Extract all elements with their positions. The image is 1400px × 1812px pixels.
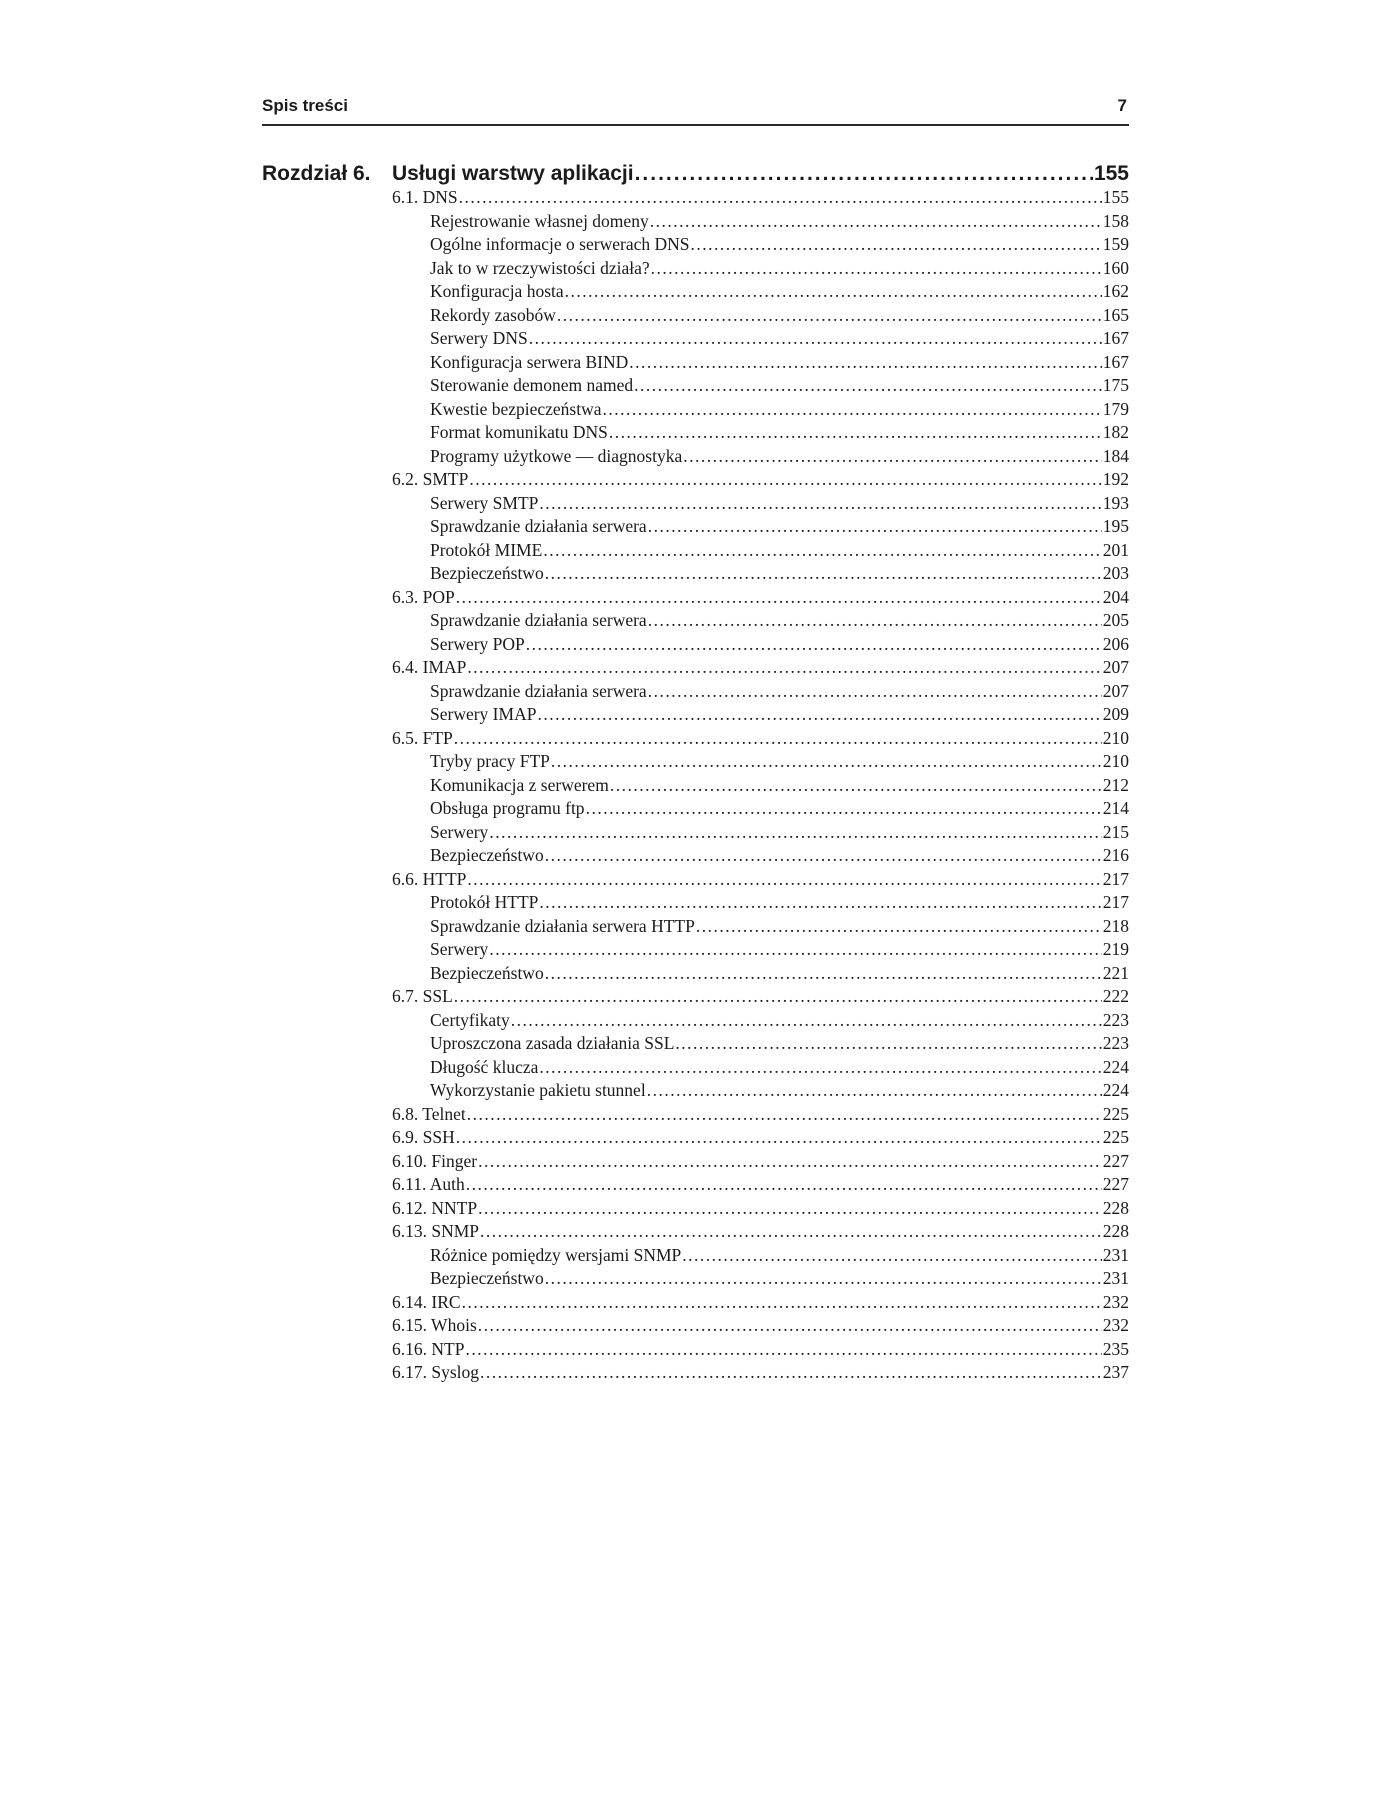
toc-entry-title: Sterowanie demonem named <box>430 375 634 395</box>
dot-leader <box>545 1267 1102 1291</box>
toc-entry-page: 235 <box>1102 1338 1129 1359</box>
toc-entry-page: 210 <box>1102 727 1129 748</box>
toc-subsection-row <box>392 492 1129 516</box>
dot-leader <box>545 562 1102 586</box>
toc-entry-title: Serwery DNS <box>430 328 528 348</box>
toc-subsection-row <box>392 280 1129 304</box>
dot-leader <box>489 821 1101 845</box>
dot-leader <box>456 1126 1102 1150</box>
toc-entry-title: Serwery IMAP <box>430 704 537 724</box>
dot-leader <box>459 186 1102 210</box>
toc-entry-title: 6.15. Whois <box>392 1315 477 1335</box>
toc-section-row <box>392 1220 1129 1244</box>
toc-entry-title: 6.3. POP <box>392 586 455 607</box>
toc-subsection-row <box>392 774 1129 798</box>
toc-subsection-row <box>392 421 1129 445</box>
toc-entry-title: Protokół HTTP <box>430 892 539 912</box>
dot-leader <box>543 539 1101 563</box>
toc-entry-title: Uproszczona zasada działania SSL <box>430 1033 675 1053</box>
toc-entry-page: 167 <box>1102 328 1129 348</box>
toc-entry-title: Rekordy zasobów <box>430 304 556 325</box>
toc-entry-page: 206 <box>1102 633 1129 654</box>
dot-leader <box>650 210 1102 234</box>
toc-entry-title: Serwery <box>430 939 489 959</box>
toc-entry-title: 6.11. Auth <box>392 1174 465 1194</box>
toc-section-row <box>392 1361 1129 1385</box>
toc-entry-title: 6.13. SNMP <box>392 1221 480 1241</box>
running-title: Spis treści <box>262 96 348 115</box>
toc-entry-page: 232 <box>1102 1291 1129 1312</box>
toc-subsection-row <box>392 915 1129 939</box>
toc-entry-page: 217 <box>1102 868 1129 889</box>
toc-subsection-row <box>392 445 1129 469</box>
dot-leader <box>635 162 1093 186</box>
toc-list <box>392 186 1129 1385</box>
toc-entry-title: Serwery <box>430 821 489 842</box>
toc-entry-page: 231 <box>1102 1268 1129 1288</box>
toc-entry-title: Tryby pracy FTP <box>430 751 550 771</box>
toc-entry-title: Komunikacja z serwerem <box>430 774 609 795</box>
page-header <box>262 96 1129 126</box>
toc-section-row <box>392 1173 1129 1197</box>
dot-leader <box>456 586 1102 610</box>
dot-leader <box>537 703 1101 727</box>
toc-entry-page: 219 <box>1102 939 1129 959</box>
toc-entry-page: 195 <box>1102 516 1129 536</box>
dot-leader <box>557 304 1102 328</box>
toc-entry-page: 210 <box>1102 751 1129 771</box>
dot-leader <box>465 1338 1101 1362</box>
toc-entry-title: 6.7. SSL <box>392 986 453 1006</box>
dot-leader <box>539 891 1101 915</box>
toc-entry-page: 222 <box>1102 986 1129 1006</box>
toc-subsection-row <box>392 703 1129 727</box>
dot-leader <box>610 774 1102 798</box>
toc-entry-page: 224 <box>1102 1056 1129 1077</box>
toc-entry-page: 221 <box>1102 962 1129 983</box>
dot-leader <box>629 351 1101 375</box>
toc-entry-title: 6.6. HTTP <box>392 868 467 889</box>
toc-entry-title: 6.12. NNTP <box>392 1197 478 1218</box>
toc-entry-page: 224 <box>1102 1080 1129 1100</box>
toc-entry-page: 203 <box>1102 563 1129 583</box>
toc-entry-page: 231 <box>1102 1244 1129 1265</box>
toc-section-row <box>392 1338 1129 1362</box>
toc-entry-title: 6.5. FTP <box>392 727 453 748</box>
dot-leader <box>648 515 1102 539</box>
toc-entry-title: Konfiguracja serwera BIND <box>430 351 629 372</box>
toc-entry-page: 207 <box>1102 680 1129 701</box>
toc-entry-title: Konfiguracja hosta <box>430 281 564 301</box>
chapter-heading <box>262 162 1129 188</box>
toc-subsection-row <box>392 327 1129 351</box>
toc-entry-title: Sprawdzanie działania serwera <box>430 680 647 701</box>
toc-subsection-row <box>392 891 1129 915</box>
toc-entry-page: 204 <box>1102 586 1129 607</box>
toc-subsection-row <box>392 633 1129 657</box>
toc-entry-page: 214 <box>1102 798 1129 818</box>
toc-entry-page: 182 <box>1102 422 1129 442</box>
toc-entry-page: 165 <box>1102 304 1129 325</box>
toc-entry-page: 207 <box>1102 657 1129 677</box>
toc-subsection-row <box>392 1244 1129 1268</box>
dot-leader <box>462 1291 1102 1315</box>
dot-leader <box>454 727 1102 751</box>
toc-section-row <box>392 1126 1129 1150</box>
dot-leader <box>467 1103 1102 1127</box>
toc-subsection-row <box>392 515 1129 539</box>
toc-entry-title: Serwery POP <box>430 633 525 654</box>
toc-section-row <box>392 468 1129 492</box>
toc-subsection-row <box>392 398 1129 422</box>
toc-subsection-row <box>392 962 1129 986</box>
toc-entry-title: 6.1. DNS <box>392 187 458 207</box>
toc-subsection-row <box>392 374 1129 398</box>
chapter-page: 155 <box>1093 162 1129 185</box>
toc-entry-title: Długość klucza <box>430 1056 539 1077</box>
dot-leader <box>651 257 1102 281</box>
toc-entry-title: 6.10. Finger <box>392 1150 478 1171</box>
dot-leader <box>454 985 1102 1009</box>
dot-leader <box>539 1056 1101 1080</box>
toc-entry-page: 175 <box>1102 375 1129 395</box>
toc-entry-page: 227 <box>1102 1174 1129 1194</box>
dot-leader <box>603 398 1102 422</box>
toc-entry-title: Sprawdzanie działania serwera <box>430 516 647 536</box>
toc-entry-title: Bezpieczeństwo <box>430 1268 544 1288</box>
toc-entry-title: Kwestie bezpieczeństwa <box>430 398 602 419</box>
toc-subsection-row <box>392 562 1129 586</box>
toc-entry-title: 6.4. IMAP <box>392 657 467 677</box>
dot-leader <box>478 1150 1102 1174</box>
toc-entry-title: Bezpieczeństwo <box>430 563 544 583</box>
toc-section-row <box>392 586 1129 610</box>
toc-entry-title: Bezpieczeństwo <box>430 845 544 865</box>
toc-entry-page: 209 <box>1102 704 1129 724</box>
toc-section-row <box>392 985 1129 1009</box>
toc-subsection-row <box>392 1056 1129 1080</box>
toc-subsection-row <box>392 539 1129 563</box>
dot-leader <box>467 868 1101 892</box>
toc-subsection-row <box>392 1009 1129 1033</box>
toc-entry-page: 193 <box>1102 492 1129 513</box>
toc-subsection-row <box>392 938 1129 962</box>
toc-entry-title: 6.8. Telnet <box>392 1103 466 1124</box>
toc-entry-title: Sprawdzanie działania serwera HTTP <box>430 915 695 936</box>
toc-subsection-row <box>392 680 1129 704</box>
toc-entry-page: 212 <box>1102 774 1129 795</box>
toc-subsection-row <box>392 257 1129 281</box>
toc-section-row <box>392 1314 1129 1338</box>
toc-section-row <box>392 868 1129 892</box>
dot-leader <box>682 1244 1101 1268</box>
dot-leader <box>696 915 1102 939</box>
toc-entry-title: 6.9. SSH <box>392 1127 455 1147</box>
toc-entry-page: 158 <box>1102 210 1129 231</box>
toc-entry-page: 167 <box>1102 351 1129 372</box>
dot-leader <box>526 633 1102 657</box>
dot-leader <box>480 1220 1102 1244</box>
toc-entry-title: Obsługa programu ftp <box>430 798 585 818</box>
toc-entry-page: 225 <box>1102 1103 1129 1124</box>
toc-entry-page: 228 <box>1102 1197 1129 1218</box>
toc-subsection-row <box>392 351 1129 375</box>
toc-entry-title: Certyfikaty <box>430 1009 510 1030</box>
dot-leader <box>648 609 1102 633</box>
dot-leader <box>609 421 1102 445</box>
toc-entry-page: 232 <box>1102 1315 1129 1335</box>
toc-section-row <box>392 186 1129 210</box>
dot-leader <box>675 1032 1101 1056</box>
toc-subsection-row <box>392 750 1129 774</box>
toc-entry-page: 215 <box>1102 821 1129 842</box>
page-number: 7 <box>1117 96 1127 115</box>
toc-entry-page: 237 <box>1102 1362 1129 1382</box>
toc-entry-title: Rejestrowanie własnej domeny <box>430 210 649 231</box>
toc-entry-page: 223 <box>1102 1009 1129 1030</box>
toc-entry-page: 223 <box>1102 1033 1129 1053</box>
dot-leader <box>586 797 1102 821</box>
toc-entry-page: 179 <box>1102 398 1129 419</box>
dot-leader <box>466 1173 1102 1197</box>
toc-subsection-row <box>392 1032 1129 1056</box>
toc-subsection-row <box>392 304 1129 328</box>
chapter-title-line <box>392 162 1129 186</box>
toc-subsection-row <box>392 1267 1129 1291</box>
dot-leader <box>529 327 1102 351</box>
dot-leader <box>545 844 1102 868</box>
toc-subsection-row <box>392 821 1129 845</box>
toc-subsection-row <box>392 233 1129 257</box>
toc-entry-title: Bezpieczeństwo <box>430 962 544 983</box>
chapter-title: Usługi warstwy aplikacji <box>392 162 634 185</box>
toc-entry-title: Różnice pomiędzy wersjami SNMP <box>430 1244 682 1265</box>
dot-leader <box>565 280 1102 304</box>
toc-entry-page: 155 <box>1102 187 1129 207</box>
toc-section-row <box>392 1197 1129 1221</box>
toc-entry-title: 6.14. IRC <box>392 1291 461 1312</box>
dot-leader <box>478 1197 1102 1221</box>
toc-subsection-row <box>392 1079 1129 1103</box>
toc-section-row <box>392 656 1129 680</box>
dot-leader <box>489 938 1101 962</box>
toc-entry-page: 201 <box>1102 539 1129 560</box>
toc-subsection-row <box>392 609 1129 633</box>
toc-entry-title: Sprawdzanie działania serwera <box>430 610 647 630</box>
toc-entry-page: 227 <box>1102 1150 1129 1171</box>
toc-entry-page: 159 <box>1102 234 1129 254</box>
chapter-label: Rozdział 6. <box>262 162 371 185</box>
dot-leader <box>478 1314 1102 1338</box>
toc-entry-page: 205 <box>1102 610 1129 630</box>
toc-entry-title: Programy użytkowe — diagnostyka <box>430 445 683 466</box>
dot-leader <box>683 445 1102 469</box>
toc-section-row <box>392 1291 1129 1315</box>
toc-entry-title: Jak to w rzeczywistości działa? <box>430 257 650 278</box>
dot-leader <box>511 1009 1102 1033</box>
toc-entry-title: 6.16. NTP <box>392 1338 465 1359</box>
toc-entry-title: 6.17. Syslog <box>392 1362 480 1382</box>
toc-entry-page: 184 <box>1102 445 1129 466</box>
toc-section-row <box>392 1150 1129 1174</box>
toc-entry-page: 228 <box>1102 1221 1129 1241</box>
toc-entry-title: Protokół MIME <box>430 539 543 560</box>
dot-leader <box>539 492 1101 516</box>
toc-subsection-row <box>392 844 1129 868</box>
dot-leader <box>545 962 1102 986</box>
toc-section-row <box>392 727 1129 751</box>
dot-leader <box>648 680 1102 704</box>
toc-entry-page: 218 <box>1102 915 1129 936</box>
dot-leader <box>467 656 1101 680</box>
dot-leader <box>480 1361 1102 1385</box>
toc-entry-page: 216 <box>1102 845 1129 865</box>
toc-subsection-row <box>392 210 1129 234</box>
toc-entry-title: Wykorzystanie pakietu stunnel <box>430 1080 646 1100</box>
toc-entry-title: Ogólne informacje o serwerach DNS <box>430 234 690 254</box>
dot-leader <box>691 233 1102 257</box>
toc-entry-page: 217 <box>1102 892 1129 912</box>
toc-entry-page: 192 <box>1102 469 1129 489</box>
dot-leader <box>551 750 1102 774</box>
toc-entry-title: 6.2. SMTP <box>392 469 469 489</box>
dot-leader <box>647 1079 1102 1103</box>
dot-leader <box>469 468 1101 492</box>
toc-subsection-row <box>392 797 1129 821</box>
toc-entry-page: 160 <box>1102 257 1129 278</box>
toc-entry-title: Format komunikatu DNS <box>430 422 608 442</box>
dot-leader <box>634 374 1102 398</box>
toc-entry-title: Serwery SMTP <box>430 492 539 513</box>
toc-entry-page: 225 <box>1102 1127 1129 1147</box>
toc-section-row <box>392 1103 1129 1127</box>
toc-entry-page: 162 <box>1102 281 1129 301</box>
